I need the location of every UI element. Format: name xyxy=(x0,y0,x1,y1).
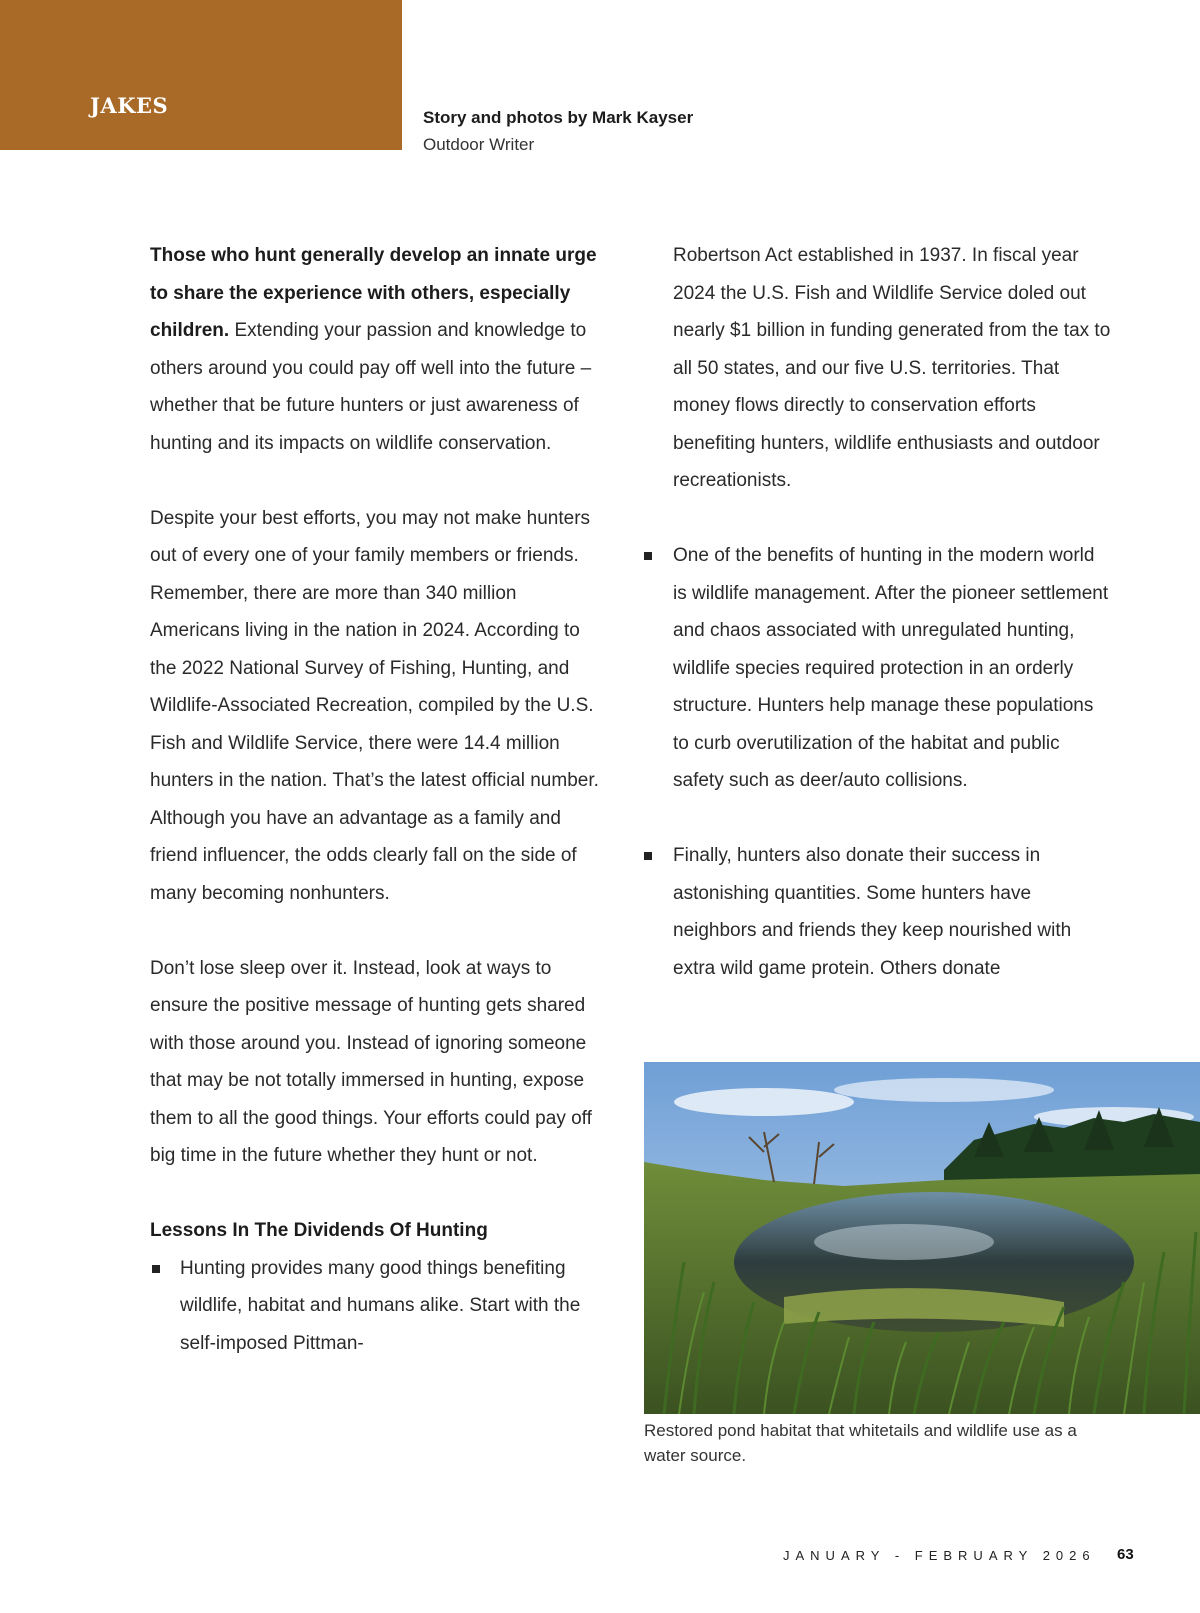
bullet-item-1 xyxy=(150,1250,600,1363)
subhead: Lessons In The Dividends Of Hunting xyxy=(150,1220,488,1241)
left-column xyxy=(150,237,600,1362)
right-column xyxy=(673,237,1113,987)
bullet-item-2 xyxy=(673,537,1113,800)
bullet-1-text: Hunting provides many good things benefiting wildlife, habitat and humans alike. Start with the self-imposed Pittman- xyxy=(180,1257,581,1354)
pond-photo xyxy=(644,1062,1200,1414)
lead-paragraph xyxy=(150,237,600,462)
page-number: 63 xyxy=(1117,1546,1134,1563)
bullet-2-text: One of the benefits of hunting in the modern world is wildlife management. After the pioneer settlement and chaos associated with unregulated hunting, wildlife species required protection in an orderly structure. Hunters help manage these populations to curb overutilization of the habitat and public safety such as deer/auto collisions. xyxy=(673,545,1109,791)
bullet-item-3 xyxy=(673,837,1113,987)
byline-author: Story and photos by Mark Kayser xyxy=(423,108,694,127)
section-tab xyxy=(0,0,402,150)
photo-caption: Restored pond habitat that whitetails and wildlife use as a water source. xyxy=(644,1421,1077,1465)
lead-bold: Those who hunt generally develop an innate urge to share the experience with others, especially children. xyxy=(150,245,597,341)
bullet-square-icon xyxy=(644,852,652,860)
bullet-3-text: Finally, hunters also donate their success in astonishing quantities. Some hunters have neighbors and friends they keep nourished with extra wild game protein. Others donate xyxy=(673,845,1072,979)
paragraph-2: Despite your best efforts, you may not make hunters out of every one of your family members or friends. Remember, there are more than 340 million Americans living in the nation in 2024. According to the 2022 National Survey of Fishing, Hunting, and Wildlife-Associated Recreation, compiled by the U.S. Fish and Wildlife Service, there were 14.4 million hunters in the nation. That’s the latest official number. Although you have an advantage as a family and friend influencer, the odds clearly fall on the side of many becoming nonhunters. xyxy=(150,507,599,904)
issue-date: JANUARY - FEBRUARY 2026 xyxy=(783,1548,1096,1563)
section-label: JAKES xyxy=(90,93,169,118)
bullet-1-continued: Robertson Act established in 1937. In fiscal year 2024 the U.S. Fish and Wildlife Service doled out nearly $1 billion in funding generated from the tax to all 50 states, and our five U.S. territories. That money flows directly to conservation efforts benefiting hunters, wildlife enthusiasts and outdoor recreationists. xyxy=(673,245,1111,491)
paragraph-3: Don’t lose sleep over it. Instead, look at ways to ensure the positive message of hunting gets shared with those around you. Instead of ignoring someone that may be not totally immersed in hunting, expose them to all the good things. Your efforts could pay off big time in the future whether they hunt or not. xyxy=(150,957,592,1166)
bullet-square-icon xyxy=(644,552,652,560)
lead-rest: Extending your passion and knowledge to others around you could pay off well into the future – whether that be future hunters or just awareness of hunting and its impacts on wildlife conservation. xyxy=(150,320,592,454)
byline xyxy=(423,104,693,158)
byline-role: Outdoor Writer xyxy=(423,135,535,154)
bullet-square-icon xyxy=(152,1265,160,1273)
